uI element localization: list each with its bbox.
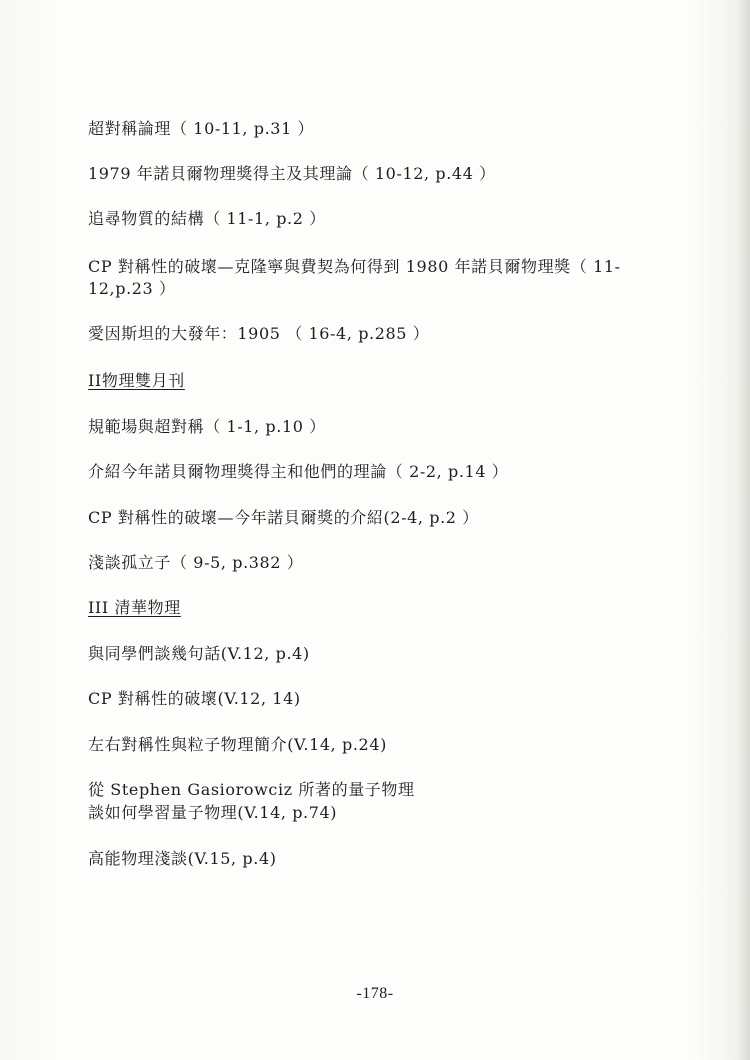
section-heading: II物理雙月刊 bbox=[88, 371, 185, 390]
list-item: 追尋物質的結構（ 11-1, p.2 ） bbox=[88, 209, 326, 228]
section-heading: III 清華物理 bbox=[88, 598, 181, 617]
page-edge-shadow bbox=[736, 0, 750, 1060]
list-item: 超對稱論理（ 10-11, p.31 ） bbox=[88, 119, 315, 138]
list-item: 談如何學習量子物理(V.14, p.74) bbox=[88, 803, 338, 822]
list-item: 介紹今年諾貝爾物理獎得主和他們的理論（ 2-2, p.14 ） bbox=[88, 462, 509, 481]
list-item: 與同學們談幾句話(V.12, p.4) bbox=[88, 644, 310, 663]
page-number: -178- bbox=[356, 985, 394, 1002]
list-item: CP 對稱性的破壞—克隆寧與費契為何得到 1980 年諾貝爾物理獎（ 11-12,p.23 ） bbox=[88, 257, 621, 298]
list-item: 淺談孤立子（ 9-5, p.382 ） bbox=[88, 553, 304, 572]
list-item: 規範場與超對稱（ 1-1, p.10 ） bbox=[88, 417, 326, 436]
list-item: 左右對稱性與粒子物理簡介(V.14, p.24) bbox=[88, 735, 387, 754]
list-item: 1979 年諾貝爾物理獎得主及其理論（ 10-12, p.44 ） bbox=[88, 164, 496, 183]
list-item: CP 對稱性的破壞—今年諾貝爾獎的介紹(2-4, p.2 ） bbox=[88, 508, 479, 527]
list-item: 從 Stephen Gasiorowciz 所著的量子物理 bbox=[88, 780, 415, 799]
list-item: 愛因斯坦的大發年：1905 （ 16-4, p.285 ） bbox=[88, 324, 430, 343]
list-item: CP 對稱性的破壞(V.12, 14) bbox=[88, 689, 301, 708]
list-item: 高能物理淺談(V.15, p.4) bbox=[88, 849, 277, 868]
